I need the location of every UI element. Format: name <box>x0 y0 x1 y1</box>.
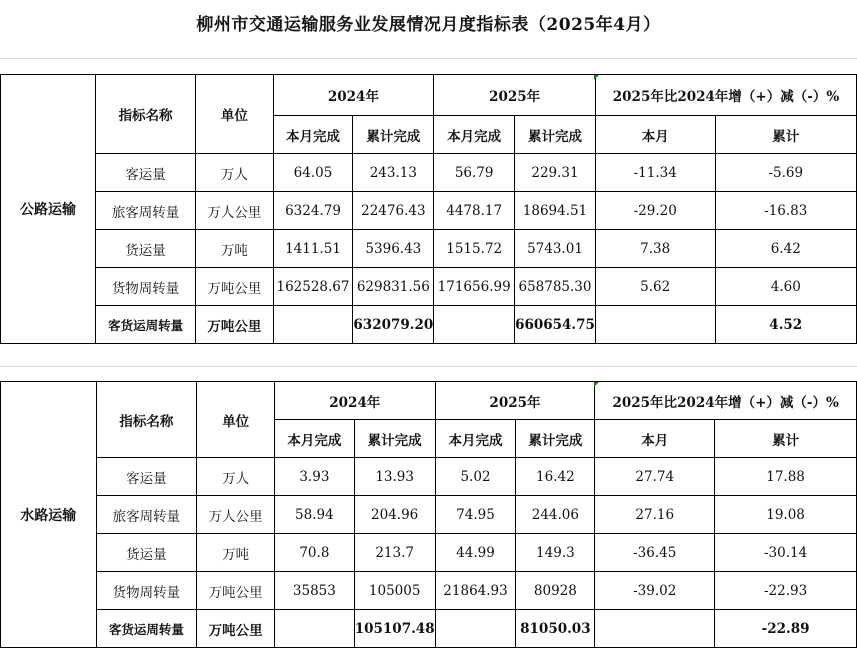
header-month-2024: 本月完成 <box>273 116 353 154</box>
value-cell: 22476.43 <box>353 192 434 230</box>
table-row <box>1 458 857 496</box>
value-cell: 74.95 <box>435 496 516 534</box>
value-cell: 229.31 <box>515 154 596 192</box>
value-cell: 58.94 <box>275 496 355 534</box>
header-month-2025: 本月完成 <box>435 420 516 458</box>
page-title: 柳州市交通运输服务业发展情况月度指标表（2025年4月） <box>196 15 661 35</box>
indicator-name: 客运量 <box>96 458 197 496</box>
value-cell: -30.14 <box>715 534 857 572</box>
header-2024: 2024年 <box>273 75 434 116</box>
value-cell: 162528.67 <box>273 268 353 306</box>
table-row <box>1 572 857 610</box>
cell-comment-marker <box>594 382 599 387</box>
value-cell: 1411.51 <box>273 230 353 268</box>
value-cell: 21864.93 <box>435 572 516 610</box>
value-cell: 171656.99 <box>434 268 515 306</box>
table-row <box>1 268 857 306</box>
value-cell: 6324.79 <box>273 192 353 230</box>
indicator-name: 货运量 <box>96 534 197 572</box>
value-cell: 204.96 <box>354 496 435 534</box>
value-cell: 243.13 <box>353 154 434 192</box>
header-change-month: 本月 <box>595 420 715 458</box>
value-cell: 35853 <box>275 572 355 610</box>
total-cum-2025: 81050.03 <box>516 610 595 648</box>
value-cell: -16.83 <box>715 192 857 230</box>
value-cell: 13.93 <box>354 458 435 496</box>
empty-cell <box>435 610 516 648</box>
value-cell: 56.79 <box>434 154 515 192</box>
unit-cell: 万吨公里 <box>197 572 275 610</box>
total-name: 客货运周转量 <box>95 306 195 344</box>
empty-cell <box>595 610 715 648</box>
value-cell: 1515.72 <box>434 230 515 268</box>
sheet-gridline <box>0 366 857 367</box>
total-row <box>1 610 857 648</box>
indicator-name: 旅客周转量 <box>96 496 197 534</box>
waterway-table <box>0 381 857 648</box>
header-unit: 单位 <box>197 382 275 458</box>
highway-table <box>0 74 857 344</box>
unit-cell: 万人公里 <box>196 192 273 230</box>
value-cell: 5743.01 <box>515 230 596 268</box>
value-cell: -11.34 <box>595 154 715 192</box>
table-row <box>1 496 857 534</box>
total-cum-2024: 632079.20 <box>353 306 434 344</box>
indicator-name: 旅客周转量 <box>95 192 195 230</box>
indicator-name: 货运量 <box>95 230 195 268</box>
header-month-2025: 本月完成 <box>434 116 515 154</box>
total-row <box>1 306 857 344</box>
total-unit: 万吨公里 <box>196 306 273 344</box>
value-cell: 149.3 <box>516 534 595 572</box>
total-cum-2025: 660654.75 <box>515 306 596 344</box>
unit-cell: 万吨公里 <box>196 268 273 306</box>
value-cell: 70.8 <box>275 534 355 572</box>
header-change-month: 本月 <box>595 116 715 154</box>
sheet-gridline <box>0 58 857 59</box>
value-cell: 16.42 <box>516 458 595 496</box>
header-change-cum: 累计 <box>715 116 857 154</box>
value-cell: 213.7 <box>354 534 435 572</box>
header-indicator: 指标名称 <box>96 382 197 458</box>
header-2024: 2024年 <box>275 382 436 420</box>
header-cum-2025: 累计完成 <box>516 420 595 458</box>
value-cell: 4478.17 <box>434 192 515 230</box>
empty-cell <box>434 306 515 344</box>
empty-cell <box>273 306 353 344</box>
value-cell: 244.06 <box>516 496 595 534</box>
indicator-name: 货物周转量 <box>96 572 197 610</box>
unit-cell: 万吨 <box>196 230 273 268</box>
unit-cell: 万吨 <box>197 534 275 572</box>
value-cell: 19.08 <box>715 496 857 534</box>
value-cell: 5.02 <box>435 458 516 496</box>
value-cell: -29.20 <box>595 192 715 230</box>
header-change: 2025年比2024年增（+）减（-）% <box>595 382 857 420</box>
value-cell: 27.74 <box>595 458 715 496</box>
cell-comment-marker <box>594 75 599 80</box>
value-cell: -39.02 <box>595 572 715 610</box>
value-cell: 5396.43 <box>353 230 434 268</box>
empty-cell <box>275 610 355 648</box>
empty-cell <box>595 306 715 344</box>
total-change-cum: -22.89 <box>715 610 857 648</box>
value-cell: 27.16 <box>595 496 715 534</box>
header-change-cum: 累计 <box>715 420 857 458</box>
header-cum-2024: 累计完成 <box>353 116 434 154</box>
value-cell: 4.60 <box>715 268 857 306</box>
header-unit: 单位 <box>196 75 273 154</box>
header-month-2024: 本月完成 <box>275 420 355 458</box>
header-indicator: 指标名称 <box>95 75 195 154</box>
indicator-name: 货物周转量 <box>95 268 195 306</box>
unit-cell: 万人公里 <box>197 496 275 534</box>
value-cell: 18694.51 <box>515 192 596 230</box>
indicator-name: 客运量 <box>95 154 195 192</box>
value-cell: 105005 <box>354 572 435 610</box>
table-row <box>1 534 857 572</box>
value-cell: -22.93 <box>715 572 857 610</box>
unit-cell: 万人 <box>197 458 275 496</box>
value-cell: 3.93 <box>275 458 355 496</box>
value-cell: 80928 <box>516 572 595 610</box>
table-row <box>1 192 857 230</box>
header-2025: 2025年 <box>434 75 596 116</box>
value-cell: 7.38 <box>595 230 715 268</box>
section-label: 水路运输 <box>1 382 97 648</box>
value-cell: 44.99 <box>435 534 516 572</box>
unit-cell: 万人 <box>196 154 273 192</box>
total-change-cum: 4.52 <box>715 306 857 344</box>
section-label: 公路运输 <box>1 75 96 344</box>
header-cum-2025: 累计完成 <box>515 116 596 154</box>
total-cum-2024: 105107.48 <box>354 610 435 648</box>
table-row <box>1 154 857 192</box>
header-cum-2024: 累计完成 <box>354 420 435 458</box>
table-row <box>1 230 857 268</box>
total-unit: 万吨公里 <box>197 610 275 648</box>
value-cell: -36.45 <box>595 534 715 572</box>
header-change: 2025年比2024年增（+）减（-）% <box>595 75 856 116</box>
value-cell: 64.05 <box>273 154 353 192</box>
value-cell: -5.69 <box>715 154 857 192</box>
value-cell: 629831.56 <box>353 268 434 306</box>
value-cell: 658785.30 <box>515 268 596 306</box>
value-cell: 17.88 <box>715 458 857 496</box>
value-cell: 5.62 <box>595 268 715 306</box>
value-cell: 6.42 <box>715 230 857 268</box>
header-2025: 2025年 <box>435 382 595 420</box>
total-name: 客货运周转量 <box>96 610 197 648</box>
